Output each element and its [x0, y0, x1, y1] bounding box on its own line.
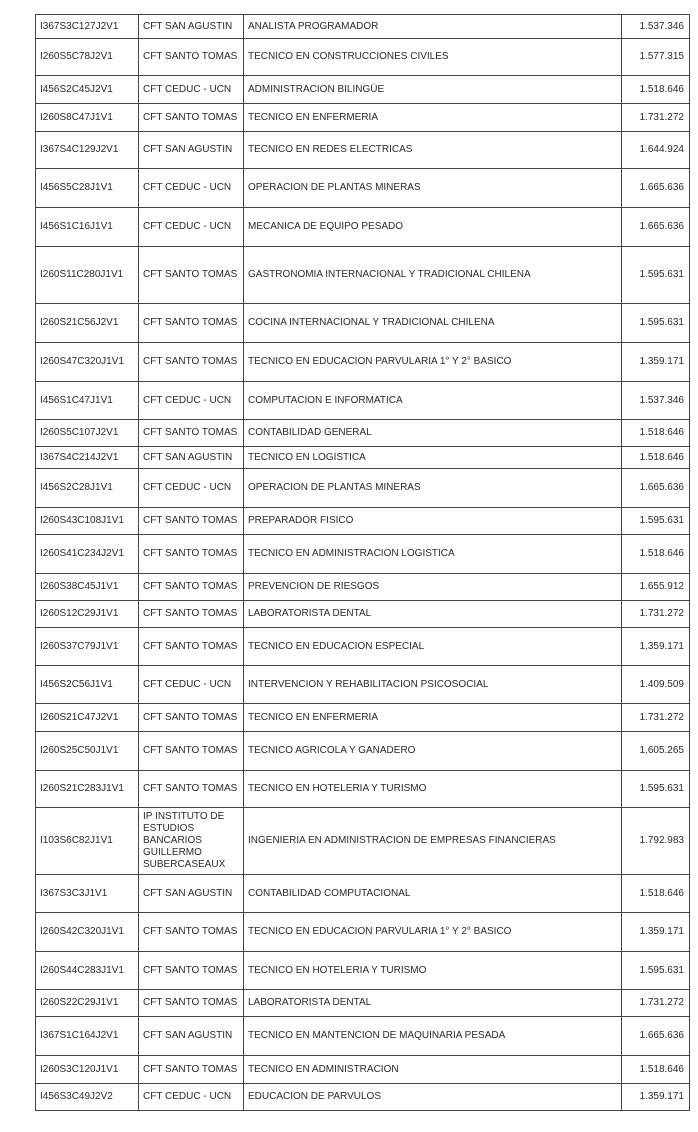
- amount-cell: 1.595.631: [622, 508, 690, 535]
- amount-cell: 1.518.646: [622, 1056, 690, 1084]
- program-code-cell: I103S6C82J1V1: [36, 808, 139, 875]
- program-name-cell: PREVENCION DE RIESGOS: [244, 574, 622, 601]
- institution-cell: CFT SANTO TOMAS: [139, 990, 244, 1017]
- table-row: [36, 508, 690, 535]
- program-name-cell: PREPARADOR FISICO: [244, 508, 622, 535]
- amount-cell: 1.605.265: [622, 732, 690, 771]
- institution-cell: CFT SANTO TOMAS: [139, 601, 244, 628]
- amount-cell: 1.518.646: [622, 420, 690, 447]
- table-row: [36, 104, 690, 132]
- program-code-cell: I456S2C56J1V1: [36, 666, 139, 704]
- table-row: [36, 990, 690, 1017]
- amount-cell: 1.792.983: [622, 808, 690, 875]
- table-row: [36, 247, 690, 304]
- institution-cell: CFT SANTO TOMAS: [139, 1056, 244, 1084]
- amount-cell: 1.731.272: [622, 704, 690, 732]
- program-name-cell: COMPUTACION E INFORMATICA: [244, 382, 622, 420]
- table-row: [36, 704, 690, 732]
- table-row: [36, 76, 690, 104]
- institution-cell: CFT CEDUC - UCN: [139, 469, 244, 508]
- program-code-cell: I260S37C79J1V1: [36, 628, 139, 666]
- table-row: [36, 1084, 690, 1111]
- program-code-cell: I367S3C3J1V1: [36, 875, 139, 913]
- amount-cell: 1.595.631: [622, 304, 690, 343]
- programs-table: [35, 14, 690, 1111]
- amount-cell: 1.359.171: [622, 343, 690, 382]
- institution-cell: CFT CEDUC - UCN: [139, 169, 244, 208]
- program-code-cell: I260S8C47J1V1: [36, 104, 139, 132]
- program-code-cell: I367S3C127J2V1: [36, 15, 139, 39]
- program-code-cell: I260S43C108J1V1: [36, 508, 139, 535]
- table-row: [36, 732, 690, 771]
- amount-cell: 1.731.272: [622, 990, 690, 1017]
- program-name-cell: MECANICA DE EQUIPO PESADO: [244, 208, 622, 247]
- program-name-cell: TECNICO EN ENFERMERIA: [244, 104, 622, 132]
- institution-cell: CFT SANTO TOMAS: [139, 247, 244, 304]
- program-name-cell: TECNICO EN HOTELERIA Y TURISMO: [244, 952, 622, 990]
- table-row: [36, 382, 690, 420]
- program-name-cell: TECNICO EN ADMINISTRACION: [244, 1056, 622, 1084]
- amount-cell: 1.409.509: [622, 666, 690, 704]
- program-name-cell: TECNICO EN EDUCACION ESPECIAL: [244, 628, 622, 666]
- amount-cell: 1.537.346: [622, 15, 690, 39]
- institution-cell: CFT SAN AGUSTIN: [139, 132, 244, 169]
- program-name-cell: TECNICO EN ADMINISTRACION LOGISTICA: [244, 535, 622, 574]
- program-code-cell: I260S38C45J1V1: [36, 574, 139, 601]
- program-name-cell: TECNICO EN EDUCACION PARVULARIA 1° Y 2° BASICO: [244, 913, 622, 952]
- institution-cell: CFT SANTO TOMAS: [139, 104, 244, 132]
- table-row: [36, 952, 690, 990]
- amount-cell: 1.665.636: [622, 1017, 690, 1056]
- program-code-cell: I367S4C214J2V1: [36, 447, 139, 469]
- amount-cell: 1.665.636: [622, 169, 690, 208]
- table-row: [36, 343, 690, 382]
- table-row: [36, 808, 690, 875]
- program-name-cell: TECNICO EN CONSTRUCCIONES CIVILES: [244, 39, 622, 76]
- institution-cell: CFT SANTO TOMAS: [139, 732, 244, 771]
- amount-cell: 1.518.646: [622, 447, 690, 469]
- amount-cell: 1.595.631: [622, 771, 690, 808]
- program-code-cell: I367S1C164J2V1: [36, 1017, 139, 1056]
- amount-cell: 1.731.272: [622, 104, 690, 132]
- table-row: [36, 169, 690, 208]
- program-code-cell: I456S2C45J2V1: [36, 76, 139, 104]
- table-row: [36, 666, 690, 704]
- program-code-cell: I260S21C47J2V1: [36, 704, 139, 732]
- table-row: [36, 1056, 690, 1084]
- amount-cell: 1.595.631: [622, 247, 690, 304]
- program-name-cell: INTERVENCION Y REHABILITACION PSICOSOCIAL: [244, 666, 622, 704]
- program-name-cell: TECNICO EN MANTENCION DE MAQUINARIA PESADA: [244, 1017, 622, 1056]
- program-name-cell: OPERACION DE PLANTAS MINERAS: [244, 169, 622, 208]
- program-code-cell: I260S21C56J2V1: [36, 304, 139, 343]
- amount-cell: 1.731.272: [622, 601, 690, 628]
- table-row: [36, 771, 690, 808]
- institution-cell: CFT SANTO TOMAS: [139, 628, 244, 666]
- amount-cell: 1.665.636: [622, 469, 690, 508]
- institution-cell: CFT SAN AGUSTIN: [139, 875, 244, 913]
- program-code-cell: I260S5C107J2V1: [36, 420, 139, 447]
- program-code-cell: I456S1C16J1V1: [36, 208, 139, 247]
- program-name-cell: TECNICO EN HOTELERIA Y TURISMO: [244, 771, 622, 808]
- amount-cell: 1.665.636: [622, 208, 690, 247]
- program-code-cell: I260S44C283J1V1: [36, 952, 139, 990]
- table-row: [36, 132, 690, 169]
- amount-cell: 1.518.646: [622, 875, 690, 913]
- institution-cell: CFT SANTO TOMAS: [139, 704, 244, 732]
- program-code-cell: I456S3C49J2V2: [36, 1084, 139, 1111]
- institution-cell: CFT SANTO TOMAS: [139, 535, 244, 574]
- table-row: [36, 208, 690, 247]
- amount-cell: 1.577.315: [622, 39, 690, 76]
- program-code-cell: I260S11C280J1V1: [36, 247, 139, 304]
- program-code-cell: I367S4C129J2V1: [36, 132, 139, 169]
- table-row: [36, 420, 690, 447]
- program-code-cell: I456S1C47J1V1: [36, 382, 139, 420]
- institution-cell: CFT CEDUC - UCN: [139, 1084, 244, 1111]
- program-name-cell: ANALISTA PROGRAMADOR: [244, 15, 622, 39]
- institution-cell: CFT SANTO TOMAS: [139, 913, 244, 952]
- table-row: [36, 447, 690, 469]
- program-name-cell: ADMINISTRACION BILINGÜE: [244, 76, 622, 104]
- institution-cell: CFT SANTO TOMAS: [139, 574, 244, 601]
- program-code-cell: I260S22C29J1V1: [36, 990, 139, 1017]
- table-row: [36, 39, 690, 76]
- institution-cell: CFT SANTO TOMAS: [139, 304, 244, 343]
- table-row: [36, 15, 690, 39]
- institution-cell: CFT CEDUC - UCN: [139, 208, 244, 247]
- program-code-cell: I260S47C320J1V1: [36, 343, 139, 382]
- institution-cell: CFT SAN AGUSTIN: [139, 15, 244, 39]
- table-row: [36, 574, 690, 601]
- amount-cell: 1.359.171: [622, 1084, 690, 1111]
- amount-cell: 1.359.171: [622, 628, 690, 666]
- program-name-cell: GASTRONOMIA INTERNACIONAL Y TRADICIONAL CHILENA: [244, 247, 622, 304]
- program-name-cell: LABORATORISTA DENTAL: [244, 990, 622, 1017]
- amount-cell: 1.537.346: [622, 382, 690, 420]
- amount-cell: 1.655.912: [622, 574, 690, 601]
- program-code-cell: I260S21C283J1V1: [36, 771, 139, 808]
- program-code-cell: I456S5C28J1V1: [36, 169, 139, 208]
- program-name-cell: TECNICO EN ENFERMERIA: [244, 704, 622, 732]
- institution-cell: IP INSTITUTO DE ESTUDIOS BANCARIOS GUILLERMO SUBERCASEAUX: [139, 808, 244, 875]
- institution-cell: CFT SANTO TOMAS: [139, 508, 244, 535]
- program-name-cell: CONTABILIDAD GENERAL: [244, 420, 622, 447]
- institution-cell: CFT CEDUC - UCN: [139, 76, 244, 104]
- institution-cell: CFT CEDUC - UCN: [139, 382, 244, 420]
- program-name-cell: TECNICO AGRICOLA Y GANADERO: [244, 732, 622, 771]
- program-code-cell: I260S25C50J1V1: [36, 732, 139, 771]
- table-row: [36, 535, 690, 574]
- program-name-cell: INGENIERIA EN ADMINISTRACION DE EMPRESAS FINANCIERAS: [244, 808, 622, 875]
- program-name-cell: TECNICO EN REDES ELECTRICAS: [244, 132, 622, 169]
- institution-cell: CFT SANTO TOMAS: [139, 952, 244, 990]
- institution-cell: CFT SAN AGUSTIN: [139, 1017, 244, 1056]
- table-row: [36, 304, 690, 343]
- program-name-cell: EDUCACION DE PARVULOS: [244, 1084, 622, 1111]
- institution-cell: CFT SANTO TOMAS: [139, 420, 244, 447]
- table-row: [36, 469, 690, 508]
- table-row: [36, 913, 690, 952]
- programs-table-body: [36, 15, 690, 1111]
- program-name-cell: CONTABILIDAD COMPUTACIONAL: [244, 875, 622, 913]
- program-code-cell: I260S42C320J1V1: [36, 913, 139, 952]
- institution-cell: CFT SANTO TOMAS: [139, 771, 244, 808]
- program-code-cell: I260S41C234J2V1: [36, 535, 139, 574]
- table-row: [36, 628, 690, 666]
- program-code-cell: I260S5C78J2V1: [36, 39, 139, 76]
- institution-cell: CFT SAN AGUSTIN: [139, 447, 244, 469]
- program-name-cell: TECNICO EN LOGISTICA: [244, 447, 622, 469]
- program-name-cell: TECNICO EN EDUCACION PARVULARIA 1° Y 2° BASICO: [244, 343, 622, 382]
- institution-cell: CFT CEDUC - UCN: [139, 666, 244, 704]
- program-name-cell: LABORATORISTA DENTAL: [244, 601, 622, 628]
- amount-cell: 1.359.171: [622, 913, 690, 952]
- amount-cell: 1.595.631: [622, 952, 690, 990]
- institution-cell: CFT SANTO TOMAS: [139, 343, 244, 382]
- program-code-cell: I260S3C120J1V1: [36, 1056, 139, 1084]
- table-row: [36, 1017, 690, 1056]
- program-name-cell: COCINA INTERNACIONAL Y TRADICIONAL CHILENA: [244, 304, 622, 343]
- program-code-cell: I260S12C29J1V1: [36, 601, 139, 628]
- amount-cell: 1.644.924: [622, 132, 690, 169]
- amount-cell: 1.518.646: [622, 535, 690, 574]
- institution-cell: CFT SANTO TOMAS: [139, 39, 244, 76]
- program-name-cell: OPERACION DE PLANTAS MINERAS: [244, 469, 622, 508]
- table-row: [36, 601, 690, 628]
- amount-cell: 1.518.646: [622, 76, 690, 104]
- table-row: [36, 875, 690, 913]
- program-code-cell: I456S2C28J1V1: [36, 469, 139, 508]
